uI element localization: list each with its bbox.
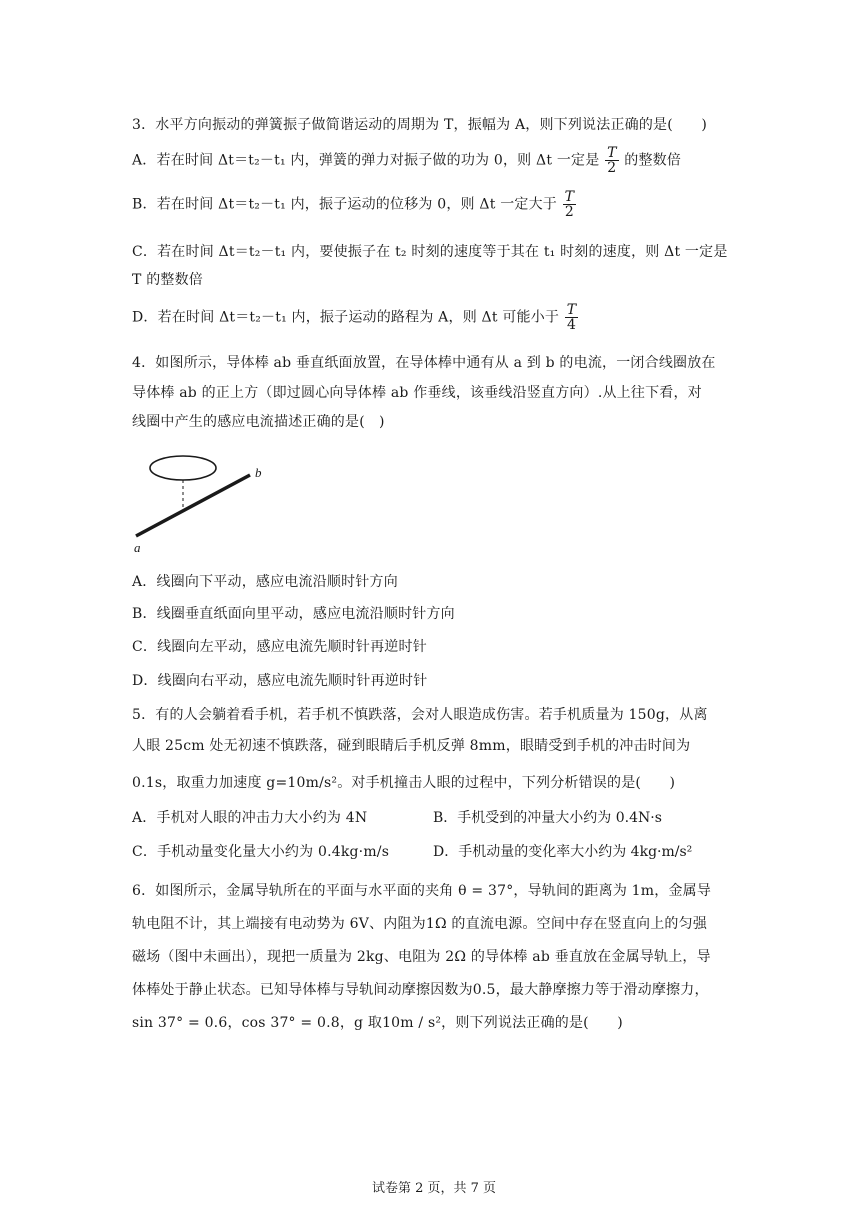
q3-option-b: [132, 190, 577, 219]
fraction-numerator: T: [564, 189, 575, 205]
q3-option-c-line2: T 的整数倍: [132, 272, 203, 288]
q3-option-a-suffix: 的整数倍: [624, 152, 682, 169]
rod-label-b: b: [255, 465, 262, 480]
q6-stem-line1: 6．如图所示，金属导轨所在的平面与水平面的夹角 θ = 37°，导轨间的距离为 1m，金属导: [132, 883, 712, 899]
q5-stem-line3: 0.1s，取重力加速度 g=10m/s²。对手机撞击人眼的过程中，下列分析错误的是( ): [132, 775, 676, 791]
rod-label-a: a: [134, 540, 141, 555]
q3-option-b-fraction: [563, 190, 577, 219]
q6-stem-line4: 体棒处于静止状态。已知导体棒与导轨间动摩擦因数为0.5，最大静摩擦力等于滑动摩擦力，: [132, 982, 709, 998]
q5-option-d: D．手机动量的变化率大小约为 4kg·m/s²: [433, 844, 693, 860]
q4-option-b: B．线圈垂直纸面向里平动，感应电流沿顺时针方向: [132, 606, 455, 622]
q5-stem-line1: 5．有的人会躺着看手机，若手机不慎跌落，会对人眼造成伤害。若手机质量为 150g，从离: [132, 707, 708, 723]
q3-option-b-text: B．若在时间 Δt＝t₂－t₁ 内，振子运动的位移为 0，则 Δt 一定大于: [132, 196, 557, 213]
conductor-rod-ab: [136, 475, 250, 536]
page-footer: 试卷第 2 页，共 7 页: [371, 1181, 497, 1196]
q5-stem-line2: 人眼 25cm 处无初速不慎跌落，碰到眼睛后手机反弹 8mm，眼睛受到手机的冲击时间为: [132, 738, 691, 754]
q3-option-a-fraction: [605, 146, 619, 175]
q4-option-a: A．线圈向下平动，感应电流沿顺时针方向: [132, 574, 398, 590]
q4-stem-line3: 线圈中产生的感应电流描述正确的是( ): [132, 414, 385, 430]
fraction-denominator: 2: [607, 160, 617, 176]
q6-stem-line2: 轨电阻不计，其上端接有电动势为 6V、内阻为1Ω 的直流电源。空间中存在竖直向上的匀强: [132, 916, 708, 932]
q5-option-c: C．手机动量变化量大小约为 0.4kg·m/s: [132, 844, 390, 860]
fraction-denominator: 4: [567, 317, 577, 333]
q3-option-a: [132, 146, 681, 175]
q6-stem-line5: sin 37° = 0.6，cos 37° = 0.8，g 取10m / s²，则下列说法正确的是( ): [132, 1015, 623, 1031]
q3-option-d-fraction: [565, 303, 579, 332]
q3-option-d-text: D．若在时间 Δt＝t₂－t₁ 内，振子运动的路程为 A，则 Δt 可能小于: [132, 309, 560, 326]
q3-option-d: [132, 303, 579, 332]
q3-option-c-line1: C．若在时间 Δt＝t₂－t₁ 内，要使振子在 t₂ 时刻的速度等于其在 t₁ 时刻的速度，则 Δt 一定是: [132, 244, 728, 260]
coil-ellipse: [150, 456, 216, 480]
q4-stem-line1: 4．如图所示，导体棒 ab 垂直纸面放置，在导体棒中通有从 a 到 b 的电流，一闭合线圈放在: [132, 355, 716, 371]
q5-option-b: B．手机受到的冲量大小约为 0.4N·s: [433, 810, 662, 826]
fraction-numerator: T: [607, 145, 617, 161]
fraction-denominator: 2: [564, 204, 574, 220]
q4-stem-line2: 导体棒 ab 的正上方（即过圆心向导体棒 ab 作垂线，该垂线沿竖直方向）.从上往下看，对: [132, 385, 702, 401]
coil-rod-diagram: [130, 448, 280, 556]
fraction-numerator: T: [566, 302, 577, 318]
q4-option-c: C．线圈向左平动，感应电流先顺时针再逆时针: [132, 639, 427, 655]
q6-stem-line3: 磁场（图中未画出），现把一质量为 2kg、电阻为 2Ω 的导体棒 ab 垂直放在金属导轨上，导: [132, 949, 711, 965]
q3-stem: 3．水平方向振动的弹簧振子做简谐运动的周期为 T，振幅为 A，则下列说法正确的是( ): [132, 117, 707, 133]
q3-option-a-text: A．若在时间 Δt＝t₂－t₁ 内，弹簧的弹力对振子做的功为 0，则 Δt 一定是: [132, 152, 600, 169]
q5-option-a: A．手机对人眼的冲击力大小约为 4N: [132, 810, 368, 826]
q4-option-d: D．线圈向右平动，感应电流先顺时针再逆时针: [132, 673, 428, 689]
